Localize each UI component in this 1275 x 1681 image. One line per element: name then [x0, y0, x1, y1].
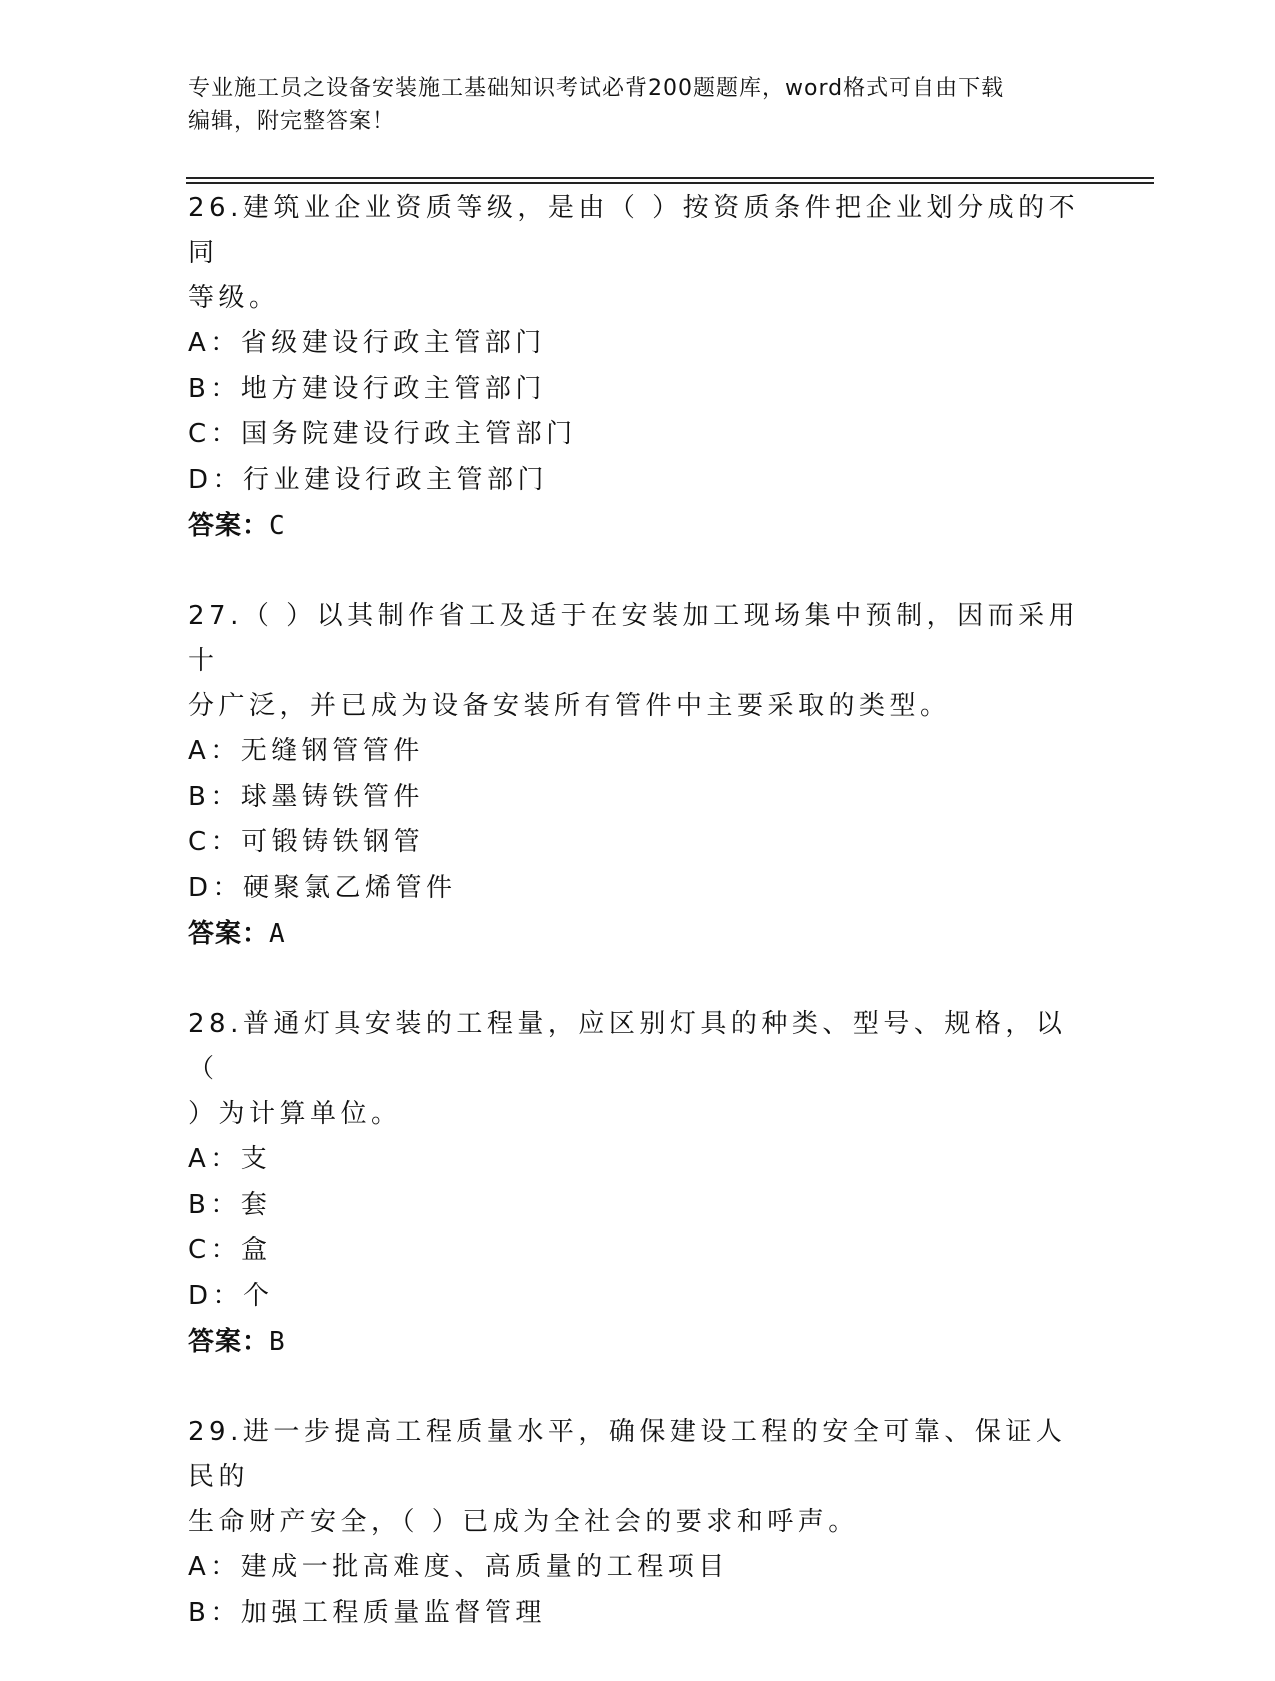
header-line-2: 编辑，附完整答案！	[188, 109, 396, 134]
answer-line	[188, 911, 1088, 957]
option-a: A：无缝钢管管件	[188, 736, 424, 766]
answer-label: 答案：	[188, 511, 270, 541]
question-stem-cont: ）为计算单位。	[188, 1099, 402, 1129]
question-stem: 29.进一步提高工程质量水平，确保建设工程的安全可靠、保证人民的	[188, 1417, 1067, 1492]
option-a: A：省级建设行政主管部门	[188, 328, 546, 358]
document-header	[188, 72, 1068, 138]
answer-line	[188, 1319, 1088, 1365]
question-stem: 26.建筑业企业资质等级，是由（ ）按资质条件把企业划分成的不同	[188, 193, 1080, 268]
answer-line	[188, 503, 1088, 549]
question-stem: 27.（ ）以其制作省工及适于在安装加工现场集中预制，因而采用十	[188, 601, 1080, 676]
question-26	[188, 186, 1088, 549]
header-divider-top	[186, 177, 1154, 179]
question-28	[188, 1002, 1088, 1365]
option-c: C：盒	[188, 1235, 272, 1265]
option-a: A：建成一批高难度、高质量的工程项目	[188, 1552, 729, 1582]
question-list	[188, 186, 1088, 1681]
question-stem: 28.普通灯具安装的工程量，应区别灯具的种类、型号、规格，以（	[188, 1009, 1067, 1084]
question-27	[188, 594, 1088, 957]
option-d: D：行业建设行政主管部门	[188, 464, 549, 495]
header-line-1: 专业施工员之设备安装施工基础知识考试必背200题题库，word格式可自由下载	[188, 76, 1005, 101]
answer-label: 答案：	[188, 919, 270, 949]
question-stem-cont: 生命财产安全，（ ）已成为全社会的要求和呼声。	[188, 1507, 859, 1537]
option-b: B：加强工程质量监督管理	[188, 1597, 546, 1628]
answer-value: B	[269, 1327, 285, 1357]
option-a: A：支	[188, 1144, 272, 1174]
option-d: D：硬聚氯乙烯管件	[188, 872, 457, 903]
answer-value: A	[269, 919, 285, 949]
option-b: B：地方建设行政主管部门	[188, 373, 546, 404]
answer-label: 答案：	[188, 1327, 270, 1357]
option-b: B：球墨铸铁管件	[188, 781, 424, 812]
option-c: C：可锻铸铁钢管	[188, 827, 425, 857]
question-stem-cont: 分广泛，并已成为设备安装所有管件中主要采取的类型。	[188, 691, 951, 721]
answer-value: C	[269, 511, 285, 541]
option-b: B：套	[188, 1189, 272, 1220]
question-29	[188, 1410, 1088, 1636]
header-divider-bottom	[186, 182, 1154, 184]
option-d: D：个	[188, 1280, 274, 1311]
option-c: C：国务院建设行政主管部门	[188, 419, 577, 449]
question-stem-cont: 等级。	[188, 283, 280, 313]
